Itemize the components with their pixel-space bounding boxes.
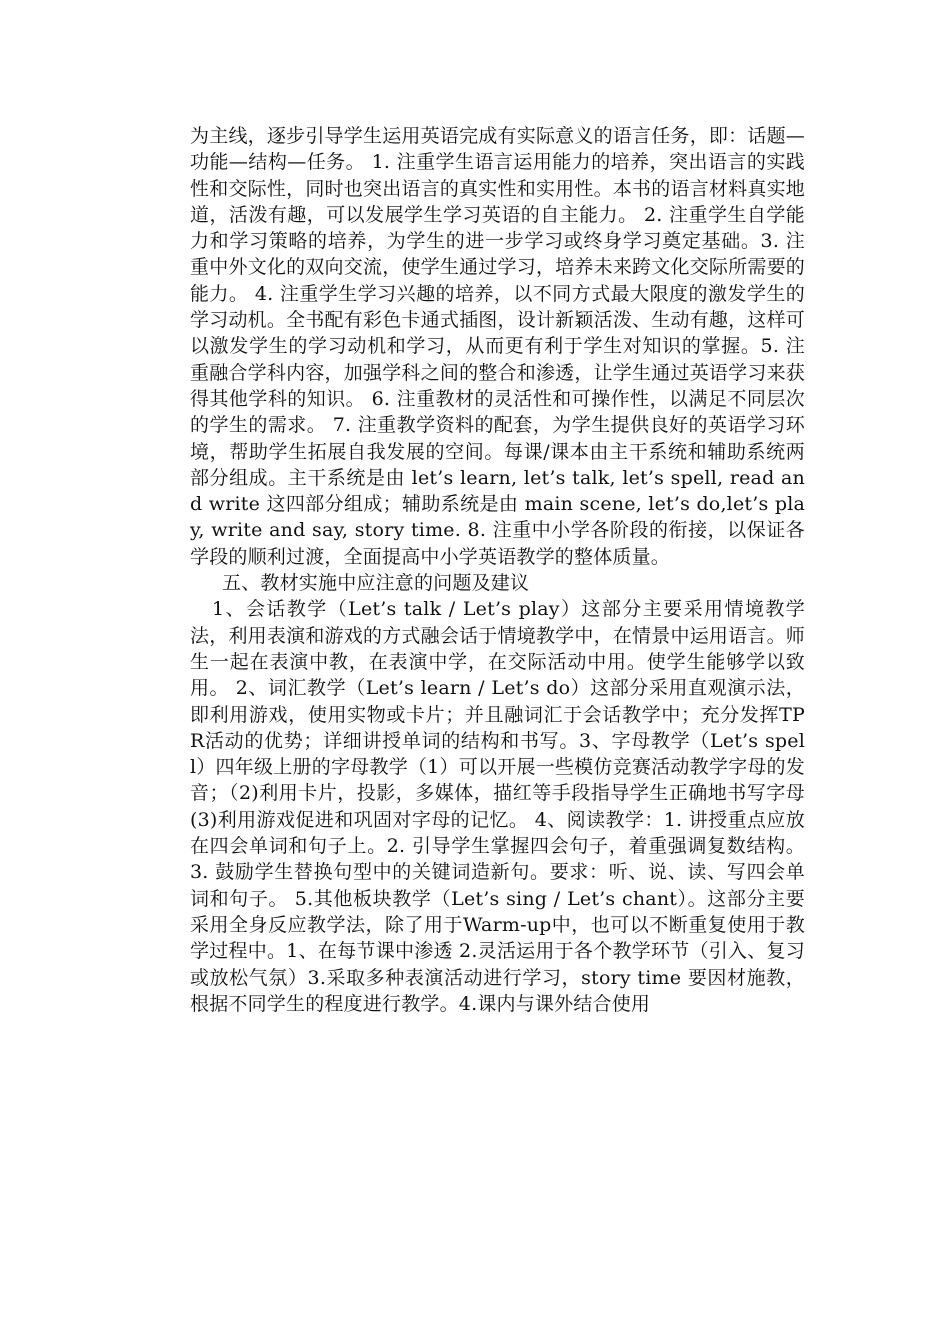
- document-page: [190, 123, 805, 1017]
- section-heading: 五、教材实施中应注意的问题及建议: [222, 572, 530, 595]
- body-paragraph-textbook-features: 为主线，逐步引导学生运用英语完成有实际意义的语言任务，即：话题—功能—结构—任务。 1. 注重学生语言运用能力的培养，突出语言的实践性和交际性，同时也突出语言的真实性和实用性。本书的语言材料真实地道，活泼有趣，可以发展学生学习英语的自主能力。 2. 注重学生自学能力和学习策略的培养，为学生的进一步学习或终身学习奠定基础。3. 注重中外文化的双向交流，使学生通过学习，培养未来跨文化交际所需要的能力。 4. 注重学生学习兴趣的培养，以不同方式最大限度的激发学生的学习动机。全书配有彩色卡通式插图，设计新颖活泼、生动有趣，这样可以激发学生的学习动机和学习，从而更有利于学生对知识的掌握。5. 注重融合学科内容，加强学科之间的整合和渗透，让学生通过英语学习来获得其他学科的知识。 6. 注重教材的灵活性和可操作性，以满足不同层次的学生的需求。 7. 注重教学资料的配套，为学生提供良好的英语学习环境，帮助学生拓展自我发展的空间。每课/课本由主干系统和辅助系统两部分组成。主干系统是由 let’s learn, let’s talk, let’s spell, read and write 这四部分组成；辅助系统是由 main scene, let’s do,let’s play, write and say, story time. 8. 注重中小学各阶段的衔接，以保证各学段的顺利过渡，全面提高中小学英语教学的整体质量。: [190, 125, 805, 568]
- body-paragraph-teaching-suggestions: 1、会话教学（Let’s talk / Let’s play）这部分主要采用情境教学法，利用表演和游戏的方式融会话于情境教学中，在情景中运用语言。师生一起在表演中教，在表演中学，在交际活动中用。使学生能够学以致用。 2、词汇教学（Let’s learn / Let’s do）这部分采用直观演示法，即利用游戏，使用实物或卡片；并且融词汇于会话教学中；充分发挥TPR活动的优势；详细讲授单词的结构和书写。3、字母教学（Let’s spell）四年级上册的字母教学（1）可以开展一些模仿竞赛活动教学字母的发音；（2)利用卡片，投影，多媒体，描红等手段指导学生正确地书写字母 (3)利用游戏促进和巩固对字母的记忆。 4、阅读教学：1. 讲授重点应放在四会单词和句子上。2. 引导学生掌握四会句子，着重强调复数结构。3. 鼓励学生替换句型中的关键词造新句。要求：听、说、读、写四会单词和句子。 5.其他板块教学（Let’s sing / Let’s chant）。这部分主要采用全身反应教学法，除了用于Warm-up中，也可以不断重复使用于教学过程中。1、在每节课中渗透 2.灵活运用于各个教学环节（引入、复习或放松气氛）3.采取多种表演活动进行学习，story time 要因材施教，根据不同学生的程度进行教学。4.课内与课外结合使用: [190, 598, 805, 1015]
